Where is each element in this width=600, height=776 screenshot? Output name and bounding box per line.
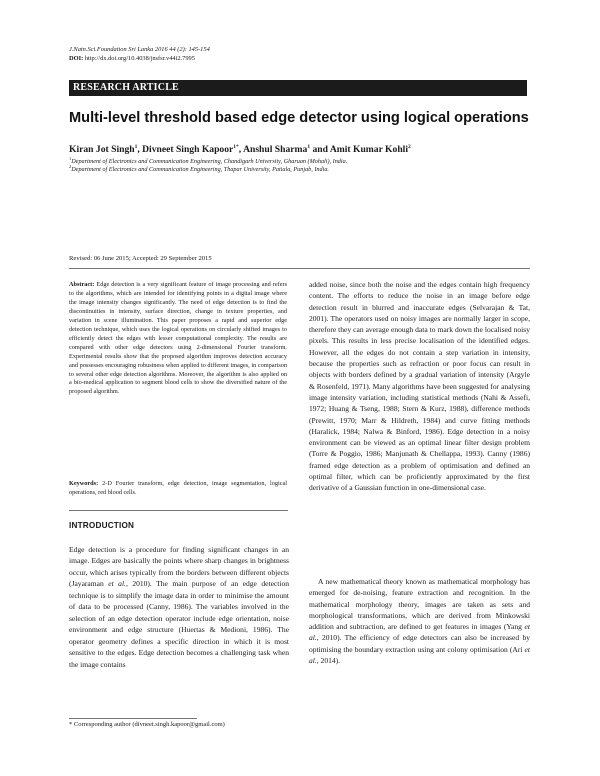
article-type-banner (69, 80, 527, 96)
text-run-italic: et al. (309, 622, 530, 643)
author-name: Anshul Sharma (243, 144, 308, 156)
section-heading: INTRODUCTION (69, 521, 135, 530)
abstract-text: Edge detection is a very significant feature of image processing and refers to the algorithms, which are intended for identifying points in a digital image where the image intensity changes significantly. The need of edge detection is to find the discontinuities in intensity, surface direction, change in texture properties, and variation in scene illumination. This paper proposes a rapid and superior edge detection technique, which uses the logical operations on circularly shifted images to efficiently detect the edges with lesser computational complexity. The results are compared with other edge detectors using 2-dimensional Fourier transform. Experimental results show that the proposed algorithm improves detection accuracy and possesses encouraging robustness when applied to different images, in comparison to several other edge detection algorithms. Moreover, the algorithm is also applied on a bio-medical application to segment blood cells to show the diversified nature of the proposed algorithm. (69, 281, 288, 396)
affiliation-text: Department of Electronics and Communication Engineering, Thapar University, Patiala, Punjab, India. (71, 166, 329, 174)
affiliation-mark: 2 (69, 164, 72, 169)
body-paragraph (309, 576, 530, 666)
introduction-paragraph (69, 544, 289, 670)
affiliation-mark: 1 (69, 156, 72, 161)
author-separator: and (310, 144, 330, 156)
revision-dates: Revised: 06 June 2015; Accepted: 29 September 2015 (69, 255, 212, 262)
author-mark: 1 (134, 144, 138, 150)
body-paragraph: added noise, since both the noise and the edges contain high frequency content. The efforts to reduce the noise in an image before edge detection result in blurred and inaccurate edges (Selvarajan & Tat, 2001). The operators used on noisy images are normally larger in scope, therefore they can average enough data to mark down the localised noisy pixels. This results in less precise localisation of the identified edges. However, all the edges do not contain a step variation in intensity, because the properties such as refraction or poor focus can result in objects with borders defined by a gradual variation of intensity (Argyle & Rosenfeld, 1971). Many algorithms have been suggested for analysing image intensity variation, including statistical methods (Nahi & Assefi, 1972; Huang & Tseng, 1988; Stern & Kurz, 1988), difference methods (Prewitt, 1970; Marr & Hildreth, 1984) and curve fitting methods (Haralick, 1984; Nalwa & Binford, 1986). Edge detection in a noisy environment can be viewed as an optimal linear filter design problem (Torre & Poggio, 1986; Manjunath & Chellappa, 1993). Canny (1986) framed edge detection as a problem of optimisation and defined an optimal filter, which can be proficiently approximated by the first derivative of a Gaussian function in one-dimensional case. (309, 280, 530, 493)
doi-line (69, 55, 195, 64)
abstract (69, 281, 287, 397)
author-mark: 2 (408, 144, 411, 150)
text-run-italic: et al. (108, 579, 126, 589)
footnote-rule (69, 718, 197, 719)
text-run: , 2010). The main purpose of an edge detection technique is to simplify the image data in order to minimise the amount of data to be processed (Canny, 1986). The variables involved in the selection of an edge detection operator include edge orientation, noise environment and edge structure (Huertas & Medioni, 1986). The operator geometry defines a specific direction in which it is most sensitive to the edges. Edge detection becomes a challenging task when the image contains (69, 579, 290, 669)
author-name: Kiran Jot Singh (69, 144, 135, 156)
text-run-italic: et al. (309, 644, 530, 666)
author-name: Divneet Singh Kapoor (142, 144, 234, 156)
author-list (69, 144, 539, 155)
paper-title: Multi-level threshold based edge detector using logical operations (69, 110, 529, 126)
text-run: Edge detection is a procedure for finding significant changes in an image. Edges are basically the points where sharp changes in brightness occur, which arises typically from the borders between different objects (Jayaraman (69, 545, 289, 589)
author-name: Amit Kumar Kohli (329, 144, 408, 156)
keywords (69, 480, 287, 498)
divider (69, 268, 530, 269)
author-separator: , (137, 144, 143, 156)
divider (69, 510, 288, 511)
article-type: RESEARCH ARTICLE (73, 82, 179, 93)
abstract-label: Abstract: (69, 281, 95, 288)
text-run: A new mathematical theory known as mathematical morphology has emerged for de-noising, feature extraction and recognition. In the mathematical morphology theory, images are taken as sets and morphological transformations, which are derived from Minkowski addition and subtraction, are defined to get features in images (Yang (309, 577, 530, 632)
text-run: , 2014). (316, 656, 341, 666)
author-separator: , (238, 144, 244, 156)
text-run: , 2010). The efficiency of edge detectors can also be increased by optimising the boundary extraction using ant colony optimisation (Ari (309, 633, 530, 654)
keywords-text: 2-D Fourier transform, edge detection, image segmentation, logical operations, red blood cells. (69, 480, 288, 496)
doi-label: DOI: (69, 55, 84, 62)
journal-citation: J.Natn.Sci.Foundation Sri Lanka 2016 44 (2): 145-154 (69, 46, 210, 53)
author-mark: 1* (233, 144, 239, 150)
corresponding-author-note: * Corresponding author (divneet.singh.kapoor@gmail.com) (69, 721, 225, 728)
keywords-label: Keywords: (69, 480, 99, 487)
author-mark: 1 (307, 144, 311, 150)
doi-link[interactable]: http://dx.doi.org/10.4038/jnsfsr.v44i2.7995 (84, 55, 195, 62)
affiliation (69, 164, 329, 173)
affiliation-text: Department of Electronics and Communication Engineering, Chandigarh University, Gharuan (Mohali), India. (71, 158, 348, 166)
